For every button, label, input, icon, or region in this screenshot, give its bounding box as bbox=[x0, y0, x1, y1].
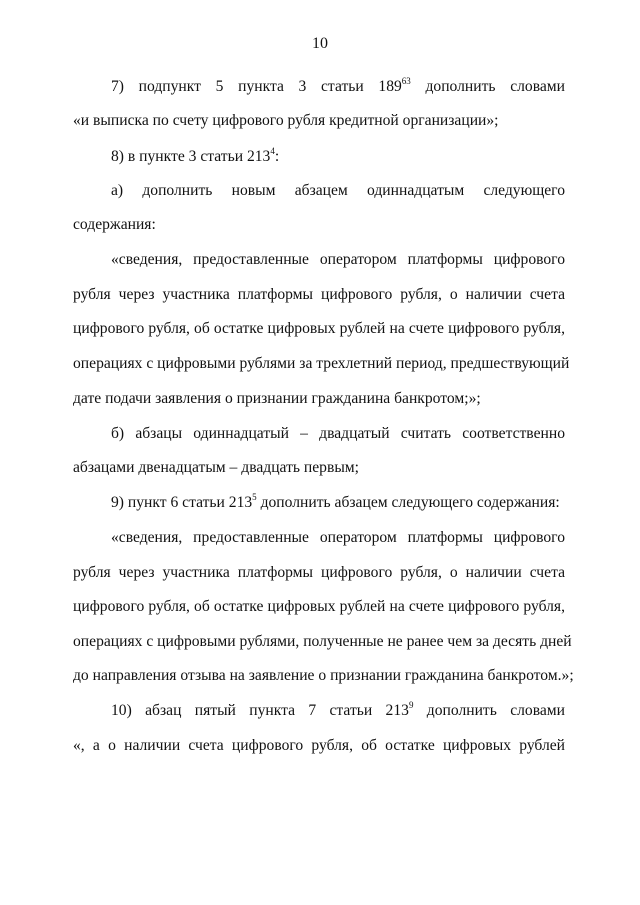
text-line: 9) пункт 6 статьи $213^5$ дополнить абзацем следующего содержания: bbox=[111, 492, 560, 511]
text-line: «и выписка по счету цифрового рубля кредитной организации»; bbox=[73, 112, 499, 129]
text-line: рубля через участника платформы цифрового рубля, о наличии счета bbox=[73, 286, 565, 303]
text-line: 8) в пункте 3 статьи $213^4$: bbox=[111, 146, 280, 165]
text-line: б) абзацы одиннадцатый – двадцатый считать соответственно bbox=[111, 425, 565, 442]
page-number: 10 bbox=[312, 35, 328, 52]
text-line: 10) абзац пятый пункта 7 статьи $213^9$ дополнить словами bbox=[111, 700, 565, 719]
text-line: рубля через участника платформы цифрового рубля, о наличии счета bbox=[73, 564, 565, 581]
text-line: «сведения, предоставленные оператором платформы цифрового bbox=[111, 251, 565, 268]
text-line: цифрового рубля, об остатке цифровых рублей на счете цифрового рубля, bbox=[73, 320, 565, 337]
text-line: а) дополнить новым абзацем одиннадцатым следующего bbox=[111, 182, 565, 199]
text-line: «сведения, предоставленные оператором платформы цифрового bbox=[111, 529, 565, 546]
text-line: 7) подпункт 5 пункта 3 статьи $189^{63}$ дополнить словами bbox=[111, 76, 565, 95]
text-line: абзацами двенадцатым – двадцать первым; bbox=[73, 459, 359, 476]
text-line: содержания: bbox=[73, 216, 156, 233]
text-line: до направления отзыва на заявление о признании гражданина банкротом.»; bbox=[73, 667, 574, 684]
text-line: «, а о наличии счета цифрового рубля, об остатке цифровых рублей bbox=[73, 737, 565, 754]
text-line: операциях с цифровыми рублями за трехлетний период, предшествующий bbox=[73, 355, 570, 372]
text-line: цифрового рубля, об остатке цифровых рублей на счете цифрового рубля, bbox=[73, 598, 565, 615]
text-line: операциях с цифровыми рублями, полученные не ранее чем за десять дней bbox=[73, 633, 572, 650]
text-line: дате подачи заявления о признании гражданина банкротом;»; bbox=[73, 390, 481, 407]
